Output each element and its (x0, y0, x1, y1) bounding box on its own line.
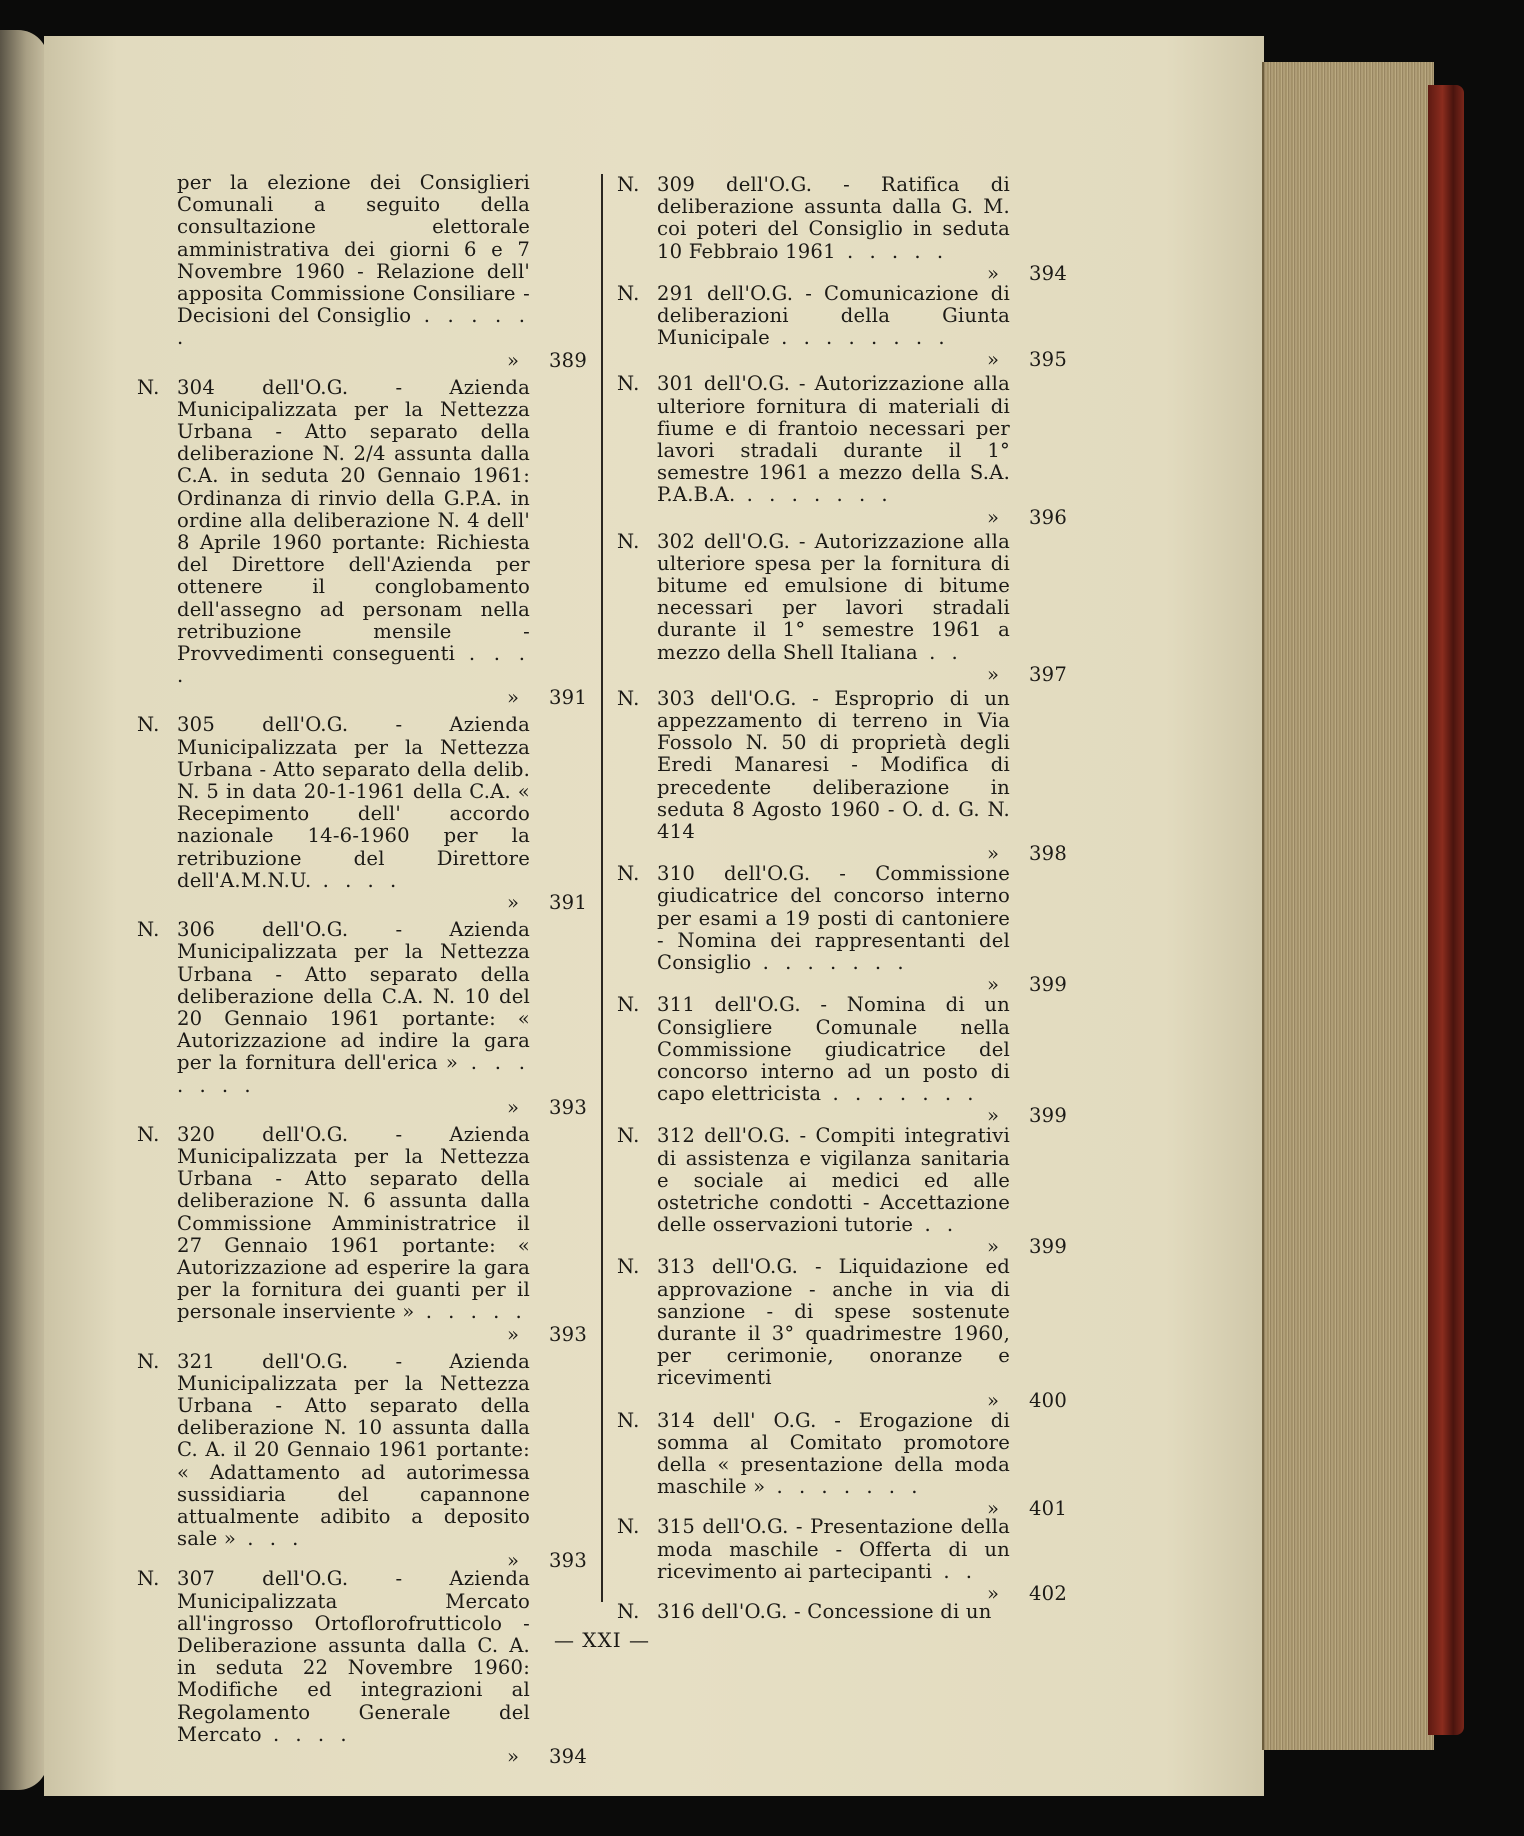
index-entry (617, 1124, 1080, 1259)
page-number: 394 (549, 1745, 587, 1768)
ditto-mark: » (507, 1745, 520, 1768)
page-number: 396 (1029, 505, 1067, 529)
page-number: 395 (1029, 348, 1067, 372)
ditto-mark: » (507, 891, 520, 915)
page-block-edges (1262, 62, 1434, 1750)
left-column (137, 171, 595, 1768)
index-entry (617, 1408, 1080, 1521)
page-folio: — XXI — (553, 1628, 651, 1652)
entry-number-label: N. (137, 375, 160, 399)
entry-text: 306 dell'O.G. - Azienda Municipalizzata per la Nettezza Urbana - Atto separato della deliberazione della C.A. N. 10 del 20 Gennaio 1961 portante: « Autorizzazione ad indire la gara per la fornitura dell'erica » . . . . . . . (177, 918, 530, 1097)
entry-number-label: N. (617, 1599, 640, 1623)
ditto-mark: » (507, 1549, 520, 1573)
page-number: 400 (1029, 1388, 1067, 1412)
index-entry (617, 862, 1080, 997)
page-number: 394 (1029, 261, 1067, 285)
column-divider (601, 174, 603, 1602)
entry-number-label: N. (137, 713, 160, 737)
page-number: 401 (1029, 1497, 1067, 1521)
entry-text: 310 dell'O.G. - Commissione giudicatrice del concorso interno per esami a 19 posti di cantoniere - Nomina dei rappresentanti del Consiglio . . . . . . . (657, 862, 1010, 975)
entry-number-label: N. (617, 1515, 640, 1539)
index-entry (137, 375, 595, 710)
leader-dots: . . . . (311, 868, 402, 892)
entry-number-label: N. (617, 862, 640, 886)
marbled-cover (1428, 85, 1464, 1735)
ditto-mark: » (987, 662, 1000, 686)
ditto-mark: » (987, 348, 1000, 372)
index-entry (137, 1349, 595, 1573)
previous-page-edge (0, 30, 48, 1790)
index-entry (617, 173, 1080, 285)
entry-number-label: N. (617, 686, 640, 710)
leader-dots: . . (913, 1213, 959, 1237)
entry-text: 305 dell'O.G. - Azienda Municipalizzata per la Nettezza Urbana - Atto separato della delib. N. 5 in data 20-1-1961 della C.A. « Recepimento dell' accordo nazionale 14-6-1960 per la retribuzione del Direttore dell'A.M.N.U. . . . . (177, 713, 530, 892)
leader-dots: . . . . (261, 1722, 352, 1746)
leader-dots: . . . . . (835, 239, 949, 263)
ditto-mark: » (507, 1095, 520, 1119)
ditto-mark: » (507, 348, 520, 372)
entry-number-label: N. (137, 1567, 160, 1591)
entry-number-label: N. (617, 173, 640, 196)
page-number: 402 (1029, 1581, 1067, 1605)
index-entry (617, 281, 1080, 372)
entry-text: 301 dell'O.G. - Autorizzazione alla ulteriore fornitura di materiali di fiume e di frantoio necessari per lavori stradali durante il 1° semestre 1961 a mezzo della S.A. P.A.B.A. . . . . . . . (657, 372, 1010, 507)
entry-number-label: N. (617, 1408, 640, 1432)
leader-dots: . . . . . . . (821, 1082, 979, 1106)
leader-dots: . . . . . . . (751, 951, 909, 975)
page-number: 399 (1029, 1235, 1067, 1259)
entry-text: 311 dell'O.G. - Nomina di un Consigliere Comunale nella Commissione giudicatrice del concorso interno ad un posto di capo elettricista . . . . . . . (657, 993, 1010, 1106)
leader-dots: . . (917, 640, 963, 664)
leader-dots: . . . . . . . (177, 1051, 530, 1097)
leader-dots: . . . . . . . (735, 483, 893, 507)
leader-dots: . . . . . . . (765, 1475, 923, 1499)
index-entry (617, 1515, 1080, 1605)
entry-number-label: N. (617, 1255, 640, 1279)
entry-text: 304 dell'O.G. - Azienda Municipalizzata per la Nettezza Urbana - Atto separato della deliberazione N. 2/4 assunta dalla C.A. in seduta 20 Gennaio 1961: Ordinanza di rinvio della G.P.A. in ordine alla deliberazione N. 4 dell' 8 Aprile 1960 portante: Richiesta del Direttore dell'Azienda per ottenere il conglobamento dell'assegno ad personam nella retribuzione mensile - Provvedimenti conseguenti . . . . (177, 375, 530, 688)
entry-text: 320 dell'O.G. - Azienda Municipalizzata per la Nettezza Urbana - Atto separato della deliberazione N. 6 assunta dalla Commissione Amministratrice il 27 Gennaio 1961 portante: « Autorizzazione ad esperire la gara per la fornitura dei guanti per il personale inserviente » . . . . . (177, 1122, 530, 1324)
entry-text: 312 dell'O.G. - Compiti integrativi di assistenza e vigilanza sanitaria e sociale ai medici ed alle ostetriche condotti - Accettazione delle osservazioni tutorie . . (657, 1124, 1010, 1237)
entry-text: 307 dell'O.G. - Azienda Municipalizzata Mercato all'ingrosso Ortoflorofrutticolo - Deliberazione assunta dalla C. A. in seduta 22 Novembre 1960: Modifiche ed integrazioni al Regolamento Generale del Mercato . . . . (177, 1567, 530, 1746)
leader-dots: . . (932, 1559, 978, 1583)
ditto-mark: » (987, 973, 1000, 997)
ditto-mark: » (987, 1497, 1000, 1521)
leader-dots: . . . . . (414, 1300, 527, 1324)
leader-dots: . . . (236, 1527, 304, 1551)
entry-number-label: N. (617, 281, 640, 305)
entry-number-label: N. (617, 993, 640, 1017)
page-number: 398 (1029, 842, 1067, 866)
page-number: 399 (1029, 973, 1067, 997)
entry-text: 315 dell'O.G. - Presentazione della moda maschile - Offerta di un ricevimento ai partecipanti . . (657, 1515, 1010, 1583)
leader-dots: . . . . (177, 642, 530, 688)
index-entry (617, 993, 1080, 1128)
entry-text: 316 dell'O.G. - Concessione di un (657, 1599, 992, 1623)
entry-number-label: N. (617, 529, 640, 553)
index-entry (137, 171, 595, 372)
page-number: 393 (549, 1095, 587, 1119)
entry-text: 314 dell' O.G. - Erogazione di somma al Comitato promotore della « presentazione della moda maschile » . . . . . . . (657, 1408, 1010, 1499)
index-entry (617, 1255, 1080, 1412)
page-number: 391 (549, 891, 587, 915)
ditto-mark: » (987, 842, 1000, 866)
page-number: 393 (549, 1322, 587, 1346)
entry-text: 321 dell'O.G. - Azienda Municipalizzata per la Nettezza Urbana - Atto separato della deliberazione N. 10 assunta dalla C. A. il 20 Gennaio 1961 portante: « Adattamento ad autorimessa sussidiaria del capannone attualmente adibito a deposito sale » . . . (177, 1349, 530, 1551)
entry-text: 291 dell'O.G. - Comunicazione di deliberazioni della Giunta Municipale . . . . . . . . (657, 281, 1010, 350)
entry-text: 309 dell'O.G. - Ratifica di deliberazione assunta dalla G. M. coi poteri del Consiglio in seduta 10 Febbraio 1961 . . . . . (657, 173, 1010, 263)
entry-number-label: N. (137, 1349, 160, 1373)
ditto-mark: » (507, 1322, 520, 1346)
index-entry (617, 1601, 1080, 1623)
leader-dots: . . . . . . . . (769, 326, 950, 350)
index-entry (617, 686, 1080, 866)
leader-dots: . . . . . . (177, 304, 530, 350)
entry-text: 302 dell'O.G. - Autorizzazione alla ulteriore spesa per la fornitura di bitume ed emulsione di bitume necessari per lavori stradali durante il 1° semestre 1961 a mezzo della Shell Italiana . . (657, 529, 1010, 664)
entry-number-label: N. (617, 372, 640, 396)
index-entry (617, 372, 1080, 529)
page-number: 393 (549, 1549, 587, 1573)
ditto-mark: » (987, 505, 1000, 529)
page-number: 389 (549, 348, 587, 372)
entry-number-label: N. (137, 918, 160, 942)
entry-number-label: N. (617, 1124, 640, 1148)
ditto-mark: » (987, 1581, 1000, 1605)
entry-text: 313 dell'O.G. - Liquidazione ed approvazione - anche in via di sanzione - di spese sostenute durante il 3° quadrimestre 1960, per cerimonie, onoranze e ricevimenti (657, 1255, 1010, 1390)
index-entry (137, 713, 595, 915)
right-column (617, 174, 1080, 1623)
index-entry (137, 918, 595, 1119)
page-number: 399 (1029, 1104, 1067, 1128)
index-entry (137, 1122, 595, 1346)
ditto-mark: » (987, 1388, 1000, 1412)
page-number: 397 (1029, 662, 1067, 686)
entry-text: 303 dell'O.G. - Esproprio di un appezzamento di terreno in Via Fossolo N. 50 di proprietà degli Eredi Manaresi - Modifica di precedente deliberazione in seduta 8 Agosto 1960 - O. d. G. N. 414 (657, 686, 1010, 844)
ditto-mark: » (987, 1104, 1000, 1128)
entry-number-label: N. (137, 1122, 160, 1146)
entry-text: per la elezione dei Consiglieri Comunali a seguito della consultazione elettorale amministrativa dei giorni 6 e 7 Novembre 1960 - Relazione dell' apposita Commissione Consiliare - Decisioni del Consiglio . . . . . . (177, 171, 530, 350)
index-entry (617, 529, 1080, 686)
page-number: 391 (549, 686, 587, 710)
ditto-mark: » (987, 1235, 1000, 1259)
index-entry (137, 1567, 595, 1768)
ditto-mark: » (507, 686, 520, 710)
ditto-mark: » (987, 261, 1000, 285)
